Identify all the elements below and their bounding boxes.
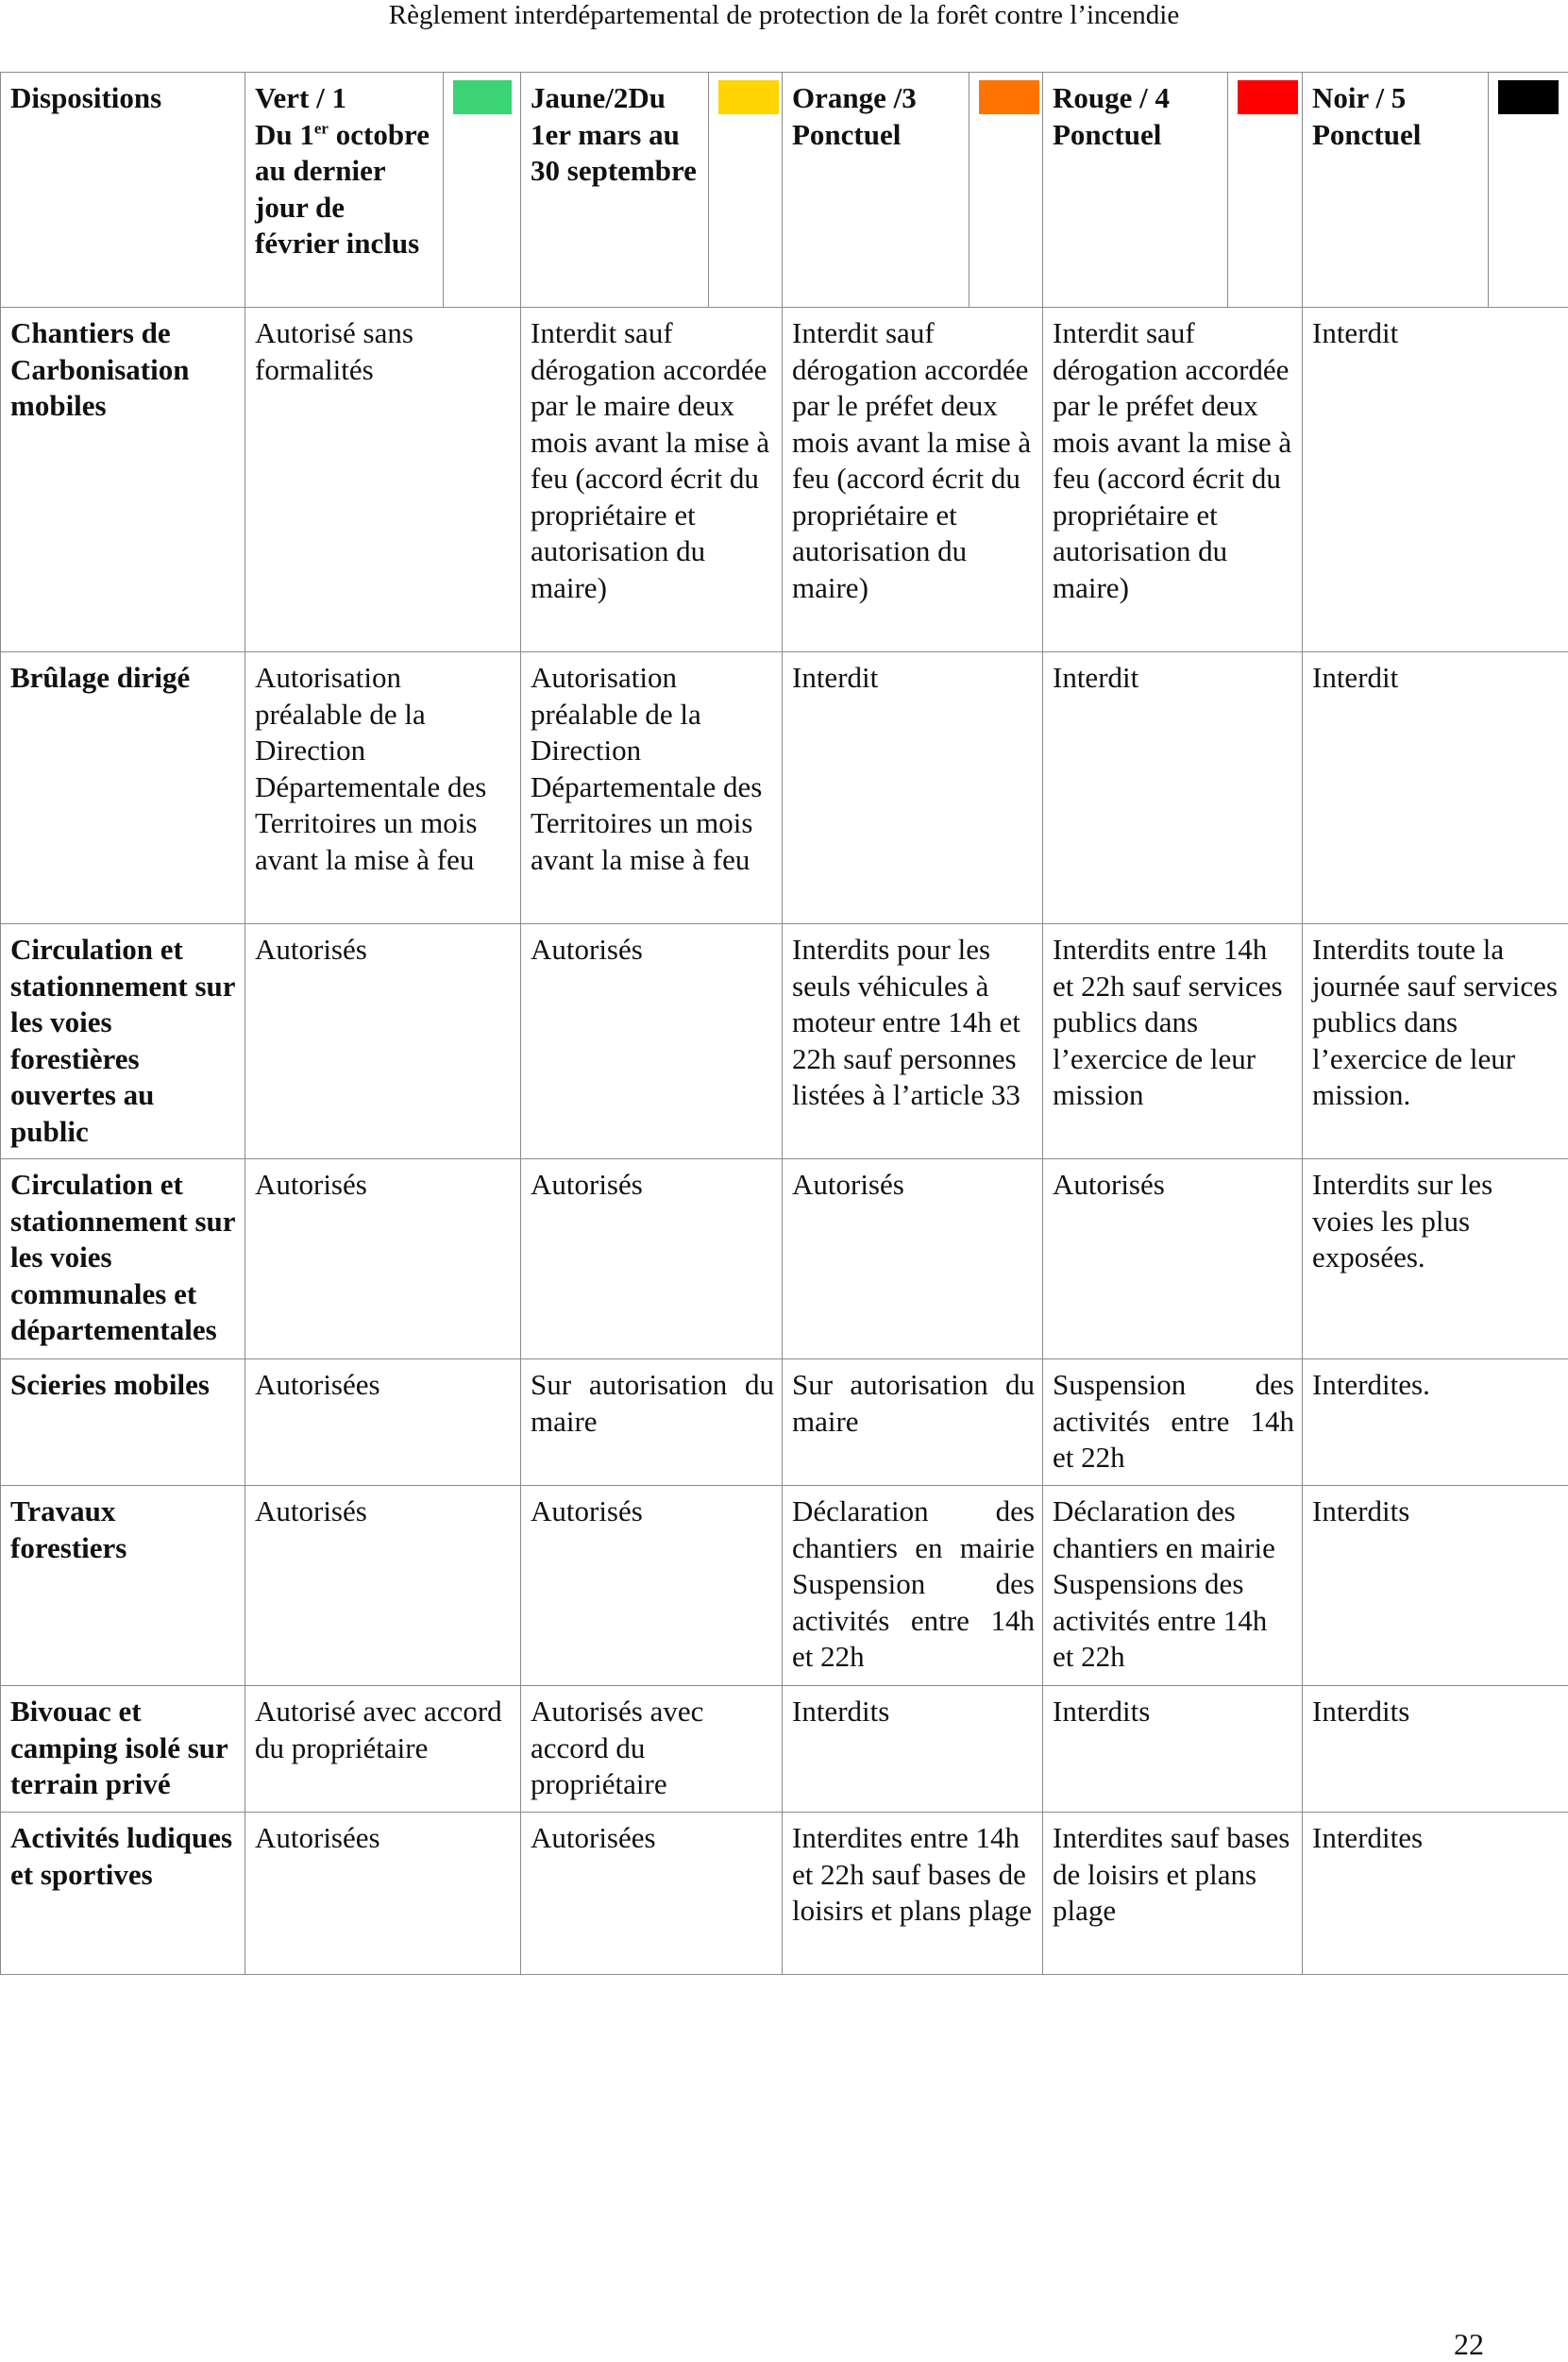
cell-jaune: Autorisation préalable de la Direction Départementale des Territoires un mois avant la mise à feu — [521, 652, 783, 924]
cell-orange: Autorisés — [783, 1159, 1043, 1359]
cell-noir: Interdits toute la journée sauf services publics dans l’exercice de leur mission. — [1303, 924, 1568, 1159]
header-rouge-title: Rouge / 4 — [1053, 81, 1170, 114]
swatch-cell-orange — [969, 73, 1043, 308]
header-orange-title: Orange /3 — [792, 81, 917, 114]
cell-jaune: Autorisés — [521, 924, 783, 1159]
header-noir-title: Noir / 5 — [1312, 81, 1406, 114]
table-header-row — [1, 73, 1568, 308]
color-swatch-rouge — [1238, 80, 1298, 114]
cell-rouge: Interdits entre 14h et 22h sauf services publics dans l’exercice de leur mission — [1043, 924, 1303, 1159]
page-header: Règlement interdépartemental de protection de la forêt contre l’incendie — [0, 0, 1568, 30]
row-label: Circulation et stationnement sur les voies communales et départementales — [1, 1159, 245, 1359]
fire-danger-rules-table — [0, 72, 1568, 1975]
cell-noir: Interdit — [1303, 652, 1568, 924]
header-vert-sup: er — [314, 119, 329, 137]
cell-orange: Interdit — [783, 652, 1043, 924]
color-swatch-orange — [979, 80, 1039, 114]
color-swatch-noir — [1498, 80, 1559, 114]
table-row — [1, 1359, 1568, 1486]
cell-rouge: Déclaration des chantiers en mairie Suspensions des activités entre 14h et 22h — [1043, 1486, 1303, 1686]
cell-noir: Interdits — [1303, 1686, 1568, 1813]
cell-vert: Autorisé sans formalités — [245, 308, 521, 652]
cell-jaune: Interdit sauf dérogation accordée par le maire deux mois avant la mise à feu (accord écrit du propriétaire et autorisation du maire) — [521, 308, 783, 652]
cell-rouge: Interdit sauf dérogation accordée par le préfet deux mois avant la mise à feu (accord écrit du propriétaire et autorisation du maire) — [1043, 308, 1303, 652]
cell-jaune: Autorisés — [521, 1159, 783, 1359]
cell-rouge: Interdites sauf bases de loisirs et plans plage — [1043, 1813, 1303, 1975]
header-orange-subtitle: Ponctuel — [792, 118, 901, 151]
cell-vert: Autorisation préalable de la Direction Départementale des Territoires un mois avant la mise à feu — [245, 652, 521, 924]
cell-orange: Déclaration des chantiers en mairie Suspension des activités entre 14h et 22h — [783, 1486, 1043, 1686]
table-row — [1, 924, 1568, 1159]
header-noir — [1303, 73, 1489, 308]
cell-orange: Interdits — [783, 1686, 1043, 1813]
swatch-cell-vert — [444, 73, 521, 308]
cell-noir: Interdits sur les voies les plus exposées. — [1303, 1159, 1568, 1359]
cell-vert: Autorisés — [245, 1486, 521, 1686]
cell-rouge: Autorisés — [1043, 1159, 1303, 1359]
cell-orange: Interdit sauf dérogation accordée par le préfet deux mois avant la mise à feu (accord écrit du propriétaire et autorisation du maire) — [783, 308, 1043, 652]
page-number: 22 — [1454, 2327, 1484, 2362]
swatch-cell-noir — [1489, 73, 1568, 308]
cell-noir: Interdit — [1303, 308, 1568, 652]
table-row — [1, 1813, 1568, 1975]
row-label: Circulation et stationnement sur les voies forestières ouvertes au public — [1, 924, 245, 1159]
cell-rouge: Suspension des activités entre 14h et 22h — [1043, 1359, 1303, 1486]
cell-orange: Interdits pour les seuls véhicules à moteur entre 14h et 22h sauf personnes listées à l’article 33 — [783, 924, 1043, 1159]
table-row — [1, 1159, 1568, 1359]
cell-vert: Autorisées — [245, 1359, 521, 1486]
table-row — [1, 1486, 1568, 1686]
header-rouge-subtitle: Ponctuel — [1053, 118, 1161, 151]
swatch-cell-rouge — [1228, 73, 1303, 308]
header-jaune: Jaune/2Du 1er mars au 30 septembre — [521, 73, 709, 308]
row-label: Activités ludiques et sportives — [1, 1813, 245, 1975]
color-swatch-vert — [453, 80, 512, 114]
cell-orange: Sur autorisation du maire — [783, 1359, 1043, 1486]
cell-vert: Autorisées — [245, 1813, 521, 1975]
row-label: Chantiers de Carbonisation mobiles — [1, 308, 245, 652]
cell-orange: Interdites entre 14h et 22h sauf bases de loisirs et plans plage — [783, 1813, 1043, 1975]
cell-jaune: Autorisés — [521, 1486, 783, 1686]
cell-rouge: Interdits — [1043, 1686, 1303, 1813]
cell-vert: Autorisés — [245, 1159, 521, 1359]
header-rouge — [1043, 73, 1228, 308]
row-label: Brûlage dirigé — [1, 652, 245, 924]
table-row — [1, 308, 1568, 652]
row-label: Travaux forestiers — [1, 1486, 245, 1686]
header-vert-prefix: Du 1 — [255, 118, 314, 151]
row-label: Bivouac et camping isolé sur terrain privé — [1, 1686, 245, 1813]
cell-noir: Interdites — [1303, 1813, 1568, 1975]
cell-jaune: Autorisés avec accord du propriétaire — [521, 1686, 783, 1813]
header-dispositions: Dispositions — [1, 73, 245, 308]
header-vert — [245, 73, 444, 308]
cell-vert: Autorisés — [245, 924, 521, 1159]
header-vert-title: Vert / 1 — [255, 81, 346, 114]
header-noir-subtitle: Ponctuel — [1312, 118, 1421, 151]
cell-noir: Interdites. — [1303, 1359, 1568, 1486]
color-swatch-jaune — [718, 80, 779, 114]
cell-rouge: Interdit — [1043, 652, 1303, 924]
cell-vert: Autorisé avec accord du propriétaire — [245, 1686, 521, 1813]
cell-jaune: Sur autorisation du maire — [521, 1359, 783, 1486]
cell-noir: Interdits — [1303, 1486, 1568, 1686]
header-orange — [783, 73, 969, 308]
table-row — [1, 652, 1568, 924]
row-label: Scieries mobiles — [1, 1359, 245, 1486]
table-row — [1, 1686, 1568, 1813]
swatch-cell-jaune — [709, 73, 783, 308]
cell-jaune: Autorisées — [521, 1813, 783, 1975]
header-vert-period: octobre au dernier jour de février inclus — [255, 118, 430, 261]
